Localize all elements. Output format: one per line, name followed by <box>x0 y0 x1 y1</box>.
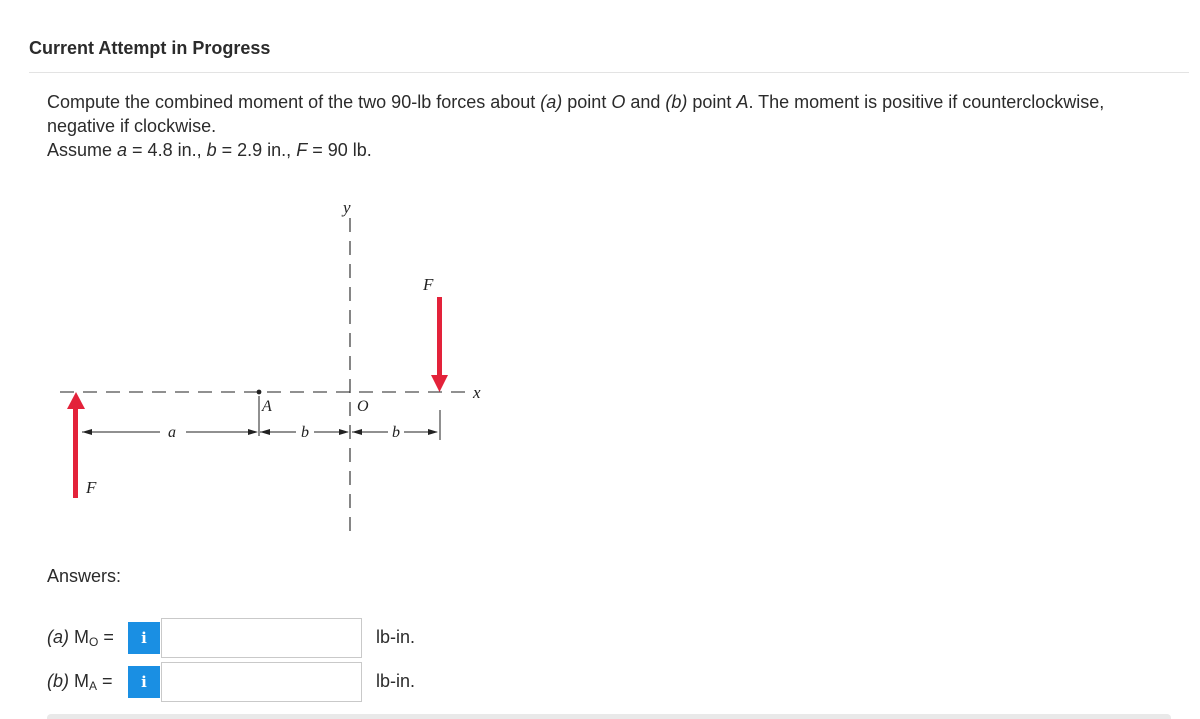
dim-b1-left-arrowhead <box>260 429 270 435</box>
header-divider <box>29 72 1189 73</box>
question-text <box>47 90 1177 162</box>
dim-b2-left-arrowhead <box>352 429 362 435</box>
attempt-title: Current Attempt in Progress <box>29 38 271 58</box>
answer-row-b <box>47 662 487 702</box>
dim-a-left-arrowhead <box>82 429 92 435</box>
bottom-panel-edge <box>47 714 1171 719</box>
right-force-arrowhead <box>431 375 448 392</box>
point-a-label: A <box>262 398 272 415</box>
answer-a-input[interactable] <box>161 618 362 658</box>
right-force-shaft <box>437 297 442 377</box>
answer-row-a <box>47 618 487 658</box>
question-statement: Compute the combined moment of the two 90-lb forces about (a) point O and (b) point A. The moment is positive if counterclockwise, negative if clockwise. <box>47 92 1105 136</box>
answer-b-label: (b) $M_A$ = <box>47 671 113 693</box>
dim-a-right-arrowhead <box>248 429 258 435</box>
answer-a-unit: lb-in. <box>376 627 416 647</box>
answer-b-unit: lb-in. <box>376 671 416 691</box>
point-o-label: O <box>357 398 369 415</box>
answer-a-label: (a) $M_O$ = <box>47 627 114 649</box>
question-assumptions: Assume a = 4.8 in., b = 2.9 in., F = 90 lb. <box>47 140 372 160</box>
left-force-arrowhead <box>67 392 85 409</box>
left-force-label: F <box>86 478 97 497</box>
x-axis-label: x <box>473 383 481 402</box>
right-force-label: F <box>423 275 434 294</box>
info-icon[interactable]: i <box>128 666 160 698</box>
dim-b2-right-arrowhead <box>428 429 438 435</box>
y-axis-label: y <box>343 198 351 217</box>
dim-b2-label: b <box>392 424 400 441</box>
info-icon[interactable]: i <box>128 622 160 654</box>
left-force-shaft <box>73 407 78 498</box>
dim-a-label: a <box>168 424 176 441</box>
dim-b1-right-arrowhead <box>339 429 349 435</box>
answer-b-input[interactable] <box>161 662 362 702</box>
point-a-marker <box>257 390 262 395</box>
dim-b1-label: b <box>301 424 309 441</box>
answers-label: Answers: <box>47 566 122 586</box>
